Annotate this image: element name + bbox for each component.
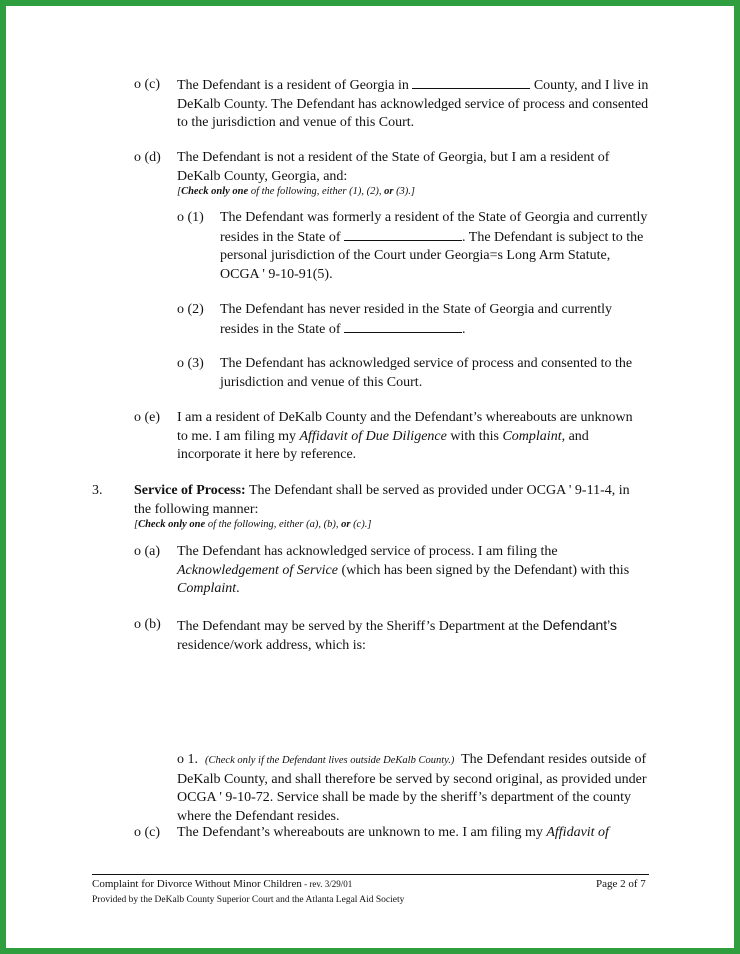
sub2-tag: o (2) [177,302,204,317]
sub3-tag: o (3) [177,356,204,371]
sub2-text: The Defendant has never resided in the State of Georgia and currently resides in the State of . [220,302,612,337]
section-3-instruction: [Check only one of the following, either (a), (b), or (c).] [134,519,372,530]
section-3-text: Service of Process: The Defendant shall be served as provided under OCGA ' 9-11-4, in the following manner: [134,483,630,517]
item-3a-text: The Defendant has acknowledged service of process. I am filing the Acknowledgement of Service (which has been signed by the Defendant) with this Complaint. [177,544,630,596]
item-c-tag: o (c) [134,77,161,92]
sub1-tag: o (1) [177,210,204,225]
section-3-number: 3. [92,483,103,498]
item-e-tag: o (e) [134,410,161,425]
state-blank-2[interactable] [344,320,462,333]
item-d-tag: o (d) [134,150,161,165]
item-d-instruction: [Check only one of the following, either (1), (2), or (3).] [177,186,416,197]
footer-title: Complaint for Divorce Without Minor Children - rev. 3/29/01 [92,878,353,890]
item-d-text: The Defendant is not a resident of the State of Georgia, but I am a resident of DeKalb County, Georgia, and: [177,150,610,184]
item-3a-tag: o (a) [134,544,161,559]
item-3b-text: The Defendant may be served by the Sheriff’s Department at the Defendant’s residence/work address, which is: [177,617,618,653]
item-c-text: The Defendant is a resident of Georgia in County, and I live in DeKalb County. The Defendant has acknowledged service of process and consented to the jurisdiction and venue of this Court. [177,78,649,130]
sub-b1-text: o 1. (Check only if the Defendant lives outside DeKalb County.) The Defendant resides outside of DeKalb County, and shall therefore be served by second original, as provided under OCGA ' 9-10-72. Service shall be made by the sheriff’s department of the county where the Defendant resides. [177,752,647,824]
address-blank-area[interactable] [177,656,647,746]
footer-provided-by: Provided by the DeKalb County Superior Court and the Atlanta Legal Aid Society [92,895,405,905]
item-3c-text: The Defendant’s whereabouts are unknown to me. I am filing my Affidavit of [177,825,609,840]
sub1-text: The Defendant was formerly a resident of the State of Georgia and currently resides in the State of . The Defendant is subject to the personal jurisdiction of the Court under Georgia=s Long Arm Statute, OCGA ' 9-10-91(5). [220,210,648,282]
county-blank[interactable] [412,76,530,89]
item-3b-tag: o (b) [134,617,161,632]
state-blank-1[interactable] [344,228,462,241]
item-3c-tag: o (c) [134,825,161,840]
item-e-text: I am a resident of DeKalb County and the Defendant’s whereabouts are unknown to me. I am filing my Affidavit of Due Diligence with this Complaint, and incorporate it here by reference. [177,410,633,462]
document-page [6,6,734,948]
sub3-text: The Defendant has acknowledged service of process and consented to the jurisdiction and venue of this Court. [220,356,633,390]
footer-page-number: Page 2 of 7 [596,878,646,890]
footer-rule [92,874,649,875]
